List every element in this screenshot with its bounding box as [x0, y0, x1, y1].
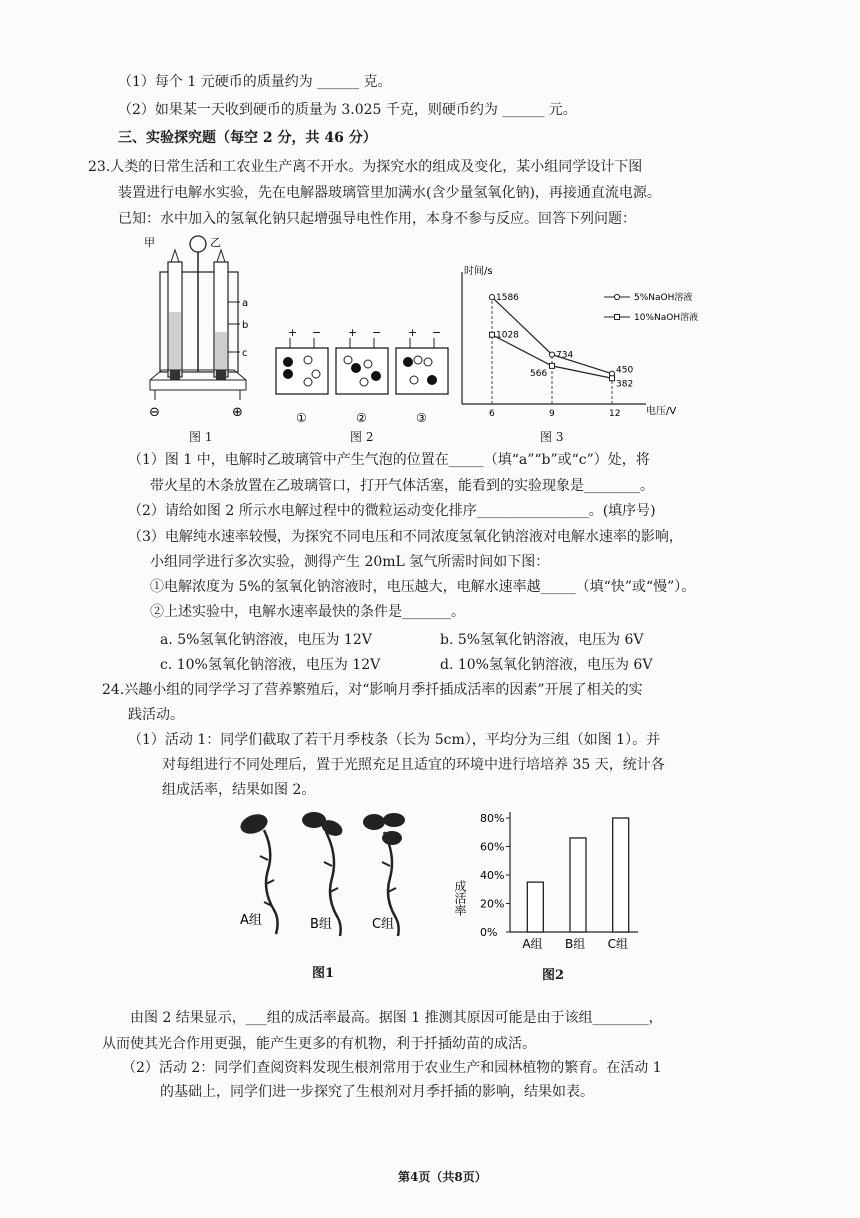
bar — [570, 838, 586, 932]
point-label: 734 — [556, 350, 574, 361]
x-tick-label: 6 — [489, 409, 495, 419]
fig1-caption: 图 1 — [189, 430, 213, 444]
leaf — [363, 814, 385, 830]
y-tick-label: 60% — [480, 840, 505, 854]
option-a: a. 5%氢氧化钠溶液，电压为 12V — [160, 632, 372, 648]
point-label: 1586 — [496, 293, 519, 304]
x-axis-label: 电压/V — [646, 406, 677, 417]
data-point — [549, 352, 554, 357]
fig3-caption: 图 3 — [540, 430, 564, 444]
data-point — [490, 332, 495, 337]
y-tick-label: 0% — [480, 926, 498, 939]
electrode-left — [170, 370, 180, 380]
panel-1 — [276, 348, 328, 394]
page-footer: 第4页（共8页） — [398, 1170, 487, 1184]
atom-white — [410, 376, 418, 384]
legend-marker-square — [615, 315, 620, 320]
minus-sign-2: − — [372, 326, 382, 339]
y-axis-label: 时间/s — [464, 266, 493, 277]
question-24-2b: 的基础上，同学们进一步探究了生根剂对月季扦插的影响，结果如表。 — [160, 1084, 594, 1100]
question-22-1: （1）每个 1 元硬币的质量约为 ______ 克。 — [118, 74, 392, 90]
funnel-bulb — [190, 236, 206, 252]
mark-a: a — [242, 298, 249, 309]
atom-white — [344, 356, 352, 364]
point-label: 566 — [530, 368, 548, 379]
label-yi: 乙 — [210, 236, 221, 249]
mark-b: b — [242, 320, 249, 331]
option-d: d. 10%氢氧化钠溶液，电压为 6V — [440, 657, 653, 673]
atom-black — [427, 375, 437, 385]
question-23-stem-1: 23.人类的日常生活和工农业生产离不开水。为探究水的组成及变化，某小组同学设计下图 — [88, 159, 643, 175]
panel-3 — [396, 348, 448, 394]
question-23-stem-2: 装置进行电解水实验，先在电解器玻璃管里加满水(含少量氢氧化钠)，再接通直流电源。 — [118, 185, 661, 201]
bar — [527, 882, 543, 932]
option-b: b. 5%氢氧化钠溶液，电压为 6V — [440, 632, 644, 648]
rose-figure-caption: 图1 — [312, 966, 335, 981]
atom-black — [371, 371, 381, 381]
group-c-label: C组 — [372, 917, 395, 932]
question-23-3c: ①电解浓度为 5%的氢氧化钠溶液时，电压越大，电解水速率越_____（填“快”或“慢”）。 — [150, 579, 696, 595]
panel-3-label: ③ — [416, 411, 427, 425]
question-24-1e: 从而使其光合作用更强，能产生更多的有机物，利于扦插幼苗的成活。 — [102, 1036, 536, 1052]
cutting-a — [238, 811, 278, 934]
data-point — [550, 363, 555, 368]
fig2-caption: 图 2 — [350, 430, 374, 444]
atom-white — [312, 370, 320, 378]
x-category-label: B组 — [565, 937, 586, 951]
question-23-3d: ②上述实验中，电解水速率最快的条件是_______。 — [150, 604, 465, 620]
atom-black — [283, 357, 293, 367]
atom-white — [414, 356, 422, 364]
point-label: 382 — [616, 379, 634, 390]
bar-figure-caption: 图2 — [542, 968, 565, 983]
thorn — [324, 862, 332, 866]
x-tick-label: 9 — [549, 409, 555, 419]
atom-white — [304, 378, 312, 386]
group-a-label: A组 — [240, 913, 262, 928]
x-category-label: A组 — [522, 937, 543, 951]
question-24-1d: 由图 2 结果显示，___组的成活率最高。据图 1 推测其原因可能是由于该组________， — [130, 1010, 663, 1026]
point-label: 450 — [616, 365, 634, 376]
legend-10pct: 10%NaOH溶液 — [634, 313, 699, 323]
panel-2 — [336, 348, 388, 394]
question-23-stem-3: 已知：水中加入的氢氧化钠只起增强导电性作用，本身不参与反应。回答下列问题： — [118, 211, 636, 227]
particle-diagram-figure — [272, 326, 452, 428]
question-23-3b: 小组同学进行多次实验，测得产生 20mL 氢气所需时间如下图： — [150, 554, 550, 570]
electrode-right — [216, 370, 226, 380]
minus-sign-1: − — [312, 326, 322, 339]
atom-black — [351, 363, 361, 373]
x-category-label: C组 — [607, 937, 629, 951]
question-24-stem-1: 24.兴趣小组的同学学习了营养繁殖后，对“影响月季扦插成活率的因素”开展了相关的实 — [102, 682, 643, 698]
atom-black — [403, 357, 413, 367]
atom-white — [364, 360, 372, 368]
y-tick-label: 80% — [480, 812, 505, 825]
base — [150, 380, 246, 390]
y-tick-label: 20% — [480, 897, 505, 911]
y-tick-label: 40% — [480, 869, 505, 882]
data-point — [610, 376, 615, 381]
voltage-time-chart — [448, 262, 710, 422]
plus-terminal: ⊕ — [232, 405, 243, 420]
question-23-1a: （1）图 1 中，电解时乙玻璃管中产生气泡的位置在_____（填“a”“b”或“c”）处，将 — [128, 452, 650, 468]
cutting-c — [363, 813, 405, 936]
atom-black — [283, 369, 293, 379]
rose-cuttings-figure — [222, 800, 432, 960]
question-24-1b: 对每组进行不同处理后，置于光照充足且适宜的环境中进行培培养 35 天，统计各 — [162, 757, 665, 773]
question-23-1b: 带火星的木条放置在乙玻璃管口，打开气体活塞，能看到的实验现象是________。 — [150, 478, 654, 494]
question-24-stem-2: 践活动。 — [128, 707, 184, 723]
group-b-label: B组 — [310, 917, 332, 932]
atom-white — [304, 356, 312, 364]
leaf — [383, 813, 405, 827]
plus-sign-1: + — [288, 326, 298, 339]
thorn — [382, 862, 390, 866]
cutting-b — [302, 812, 345, 936]
minus-sign-3: − — [432, 326, 442, 339]
atom-white — [360, 378, 368, 386]
atom-white — [424, 358, 432, 366]
nozzle-jia — [171, 250, 179, 262]
option-c: c. 10%氢氧化钠溶液，电压为 12V — [160, 657, 381, 673]
panel-2-label: ② — [356, 411, 367, 425]
legend-marker-circle — [614, 294, 619, 299]
electrolysis-apparatus-figure — [140, 232, 250, 422]
question-23-2: （2）请给如图 2 所示水电解过程中的微粒运动变化排序________________。(填序号) — [128, 503, 656, 519]
nozzle-yi — [217, 250, 225, 262]
point-label: 1028 — [496, 330, 519, 341]
plus-sign-2: + — [348, 326, 358, 339]
thorn — [260, 856, 268, 860]
data-point — [489, 295, 494, 300]
question-24-2a: （2）活动 2：同学们查阅资料发现生根剂常用于农业生产和园林植物的繁育。在活动 1 — [122, 1060, 662, 1076]
panel-1-label: ① — [296, 411, 307, 425]
minus-terminal: ⊖ — [149, 405, 160, 420]
section-heading: 三、实验探究题（每空 2 分，共 46 分） — [118, 130, 377, 146]
survival-rate-bar-chart — [442, 808, 652, 958]
question-24-1c: 组成活率，结果如图 2。 — [162, 782, 316, 798]
question-23-3a: （3）电解纯水速率较慢，为探究不同电压和不同浓度氢氧化钠溶液对电解水速率的影响， — [128, 529, 683, 545]
plus-sign-3: + — [408, 326, 418, 339]
liquid-yi — [215, 332, 227, 376]
question-24-1a: （1）活动 1：同学们截取了若干月季枝条（长为 5cm），平均分为三组（如图 1）。并 — [128, 732, 661, 748]
legend-5pct: 5%NaOH溶液 — [634, 293, 693, 303]
question-22-2: （2）如果某一天收到硬币的质量为 3.025 千克，则硬币约为 ______ 元。 — [118, 102, 577, 118]
liquid-jia — [169, 312, 181, 376]
label-jia: 甲 — [144, 236, 155, 249]
mark-c: c — [242, 348, 248, 359]
x-tick-label: 12 — [609, 409, 621, 419]
bar — [613, 818, 629, 932]
bar-y-label: 成活率 — [453, 880, 467, 916]
